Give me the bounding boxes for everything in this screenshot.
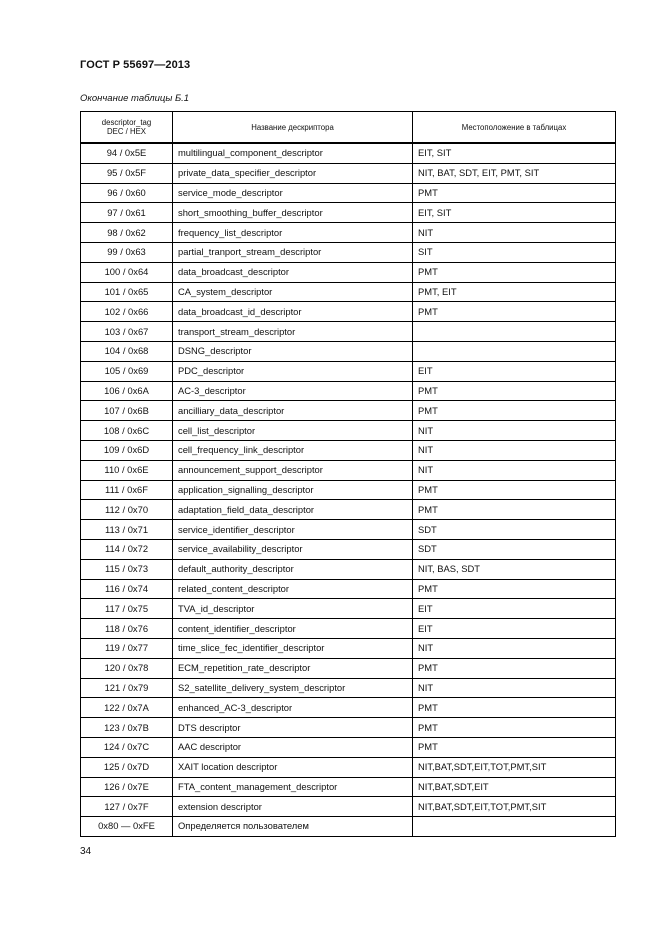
cell-location: PMT (413, 381, 616, 401)
cell-descriptor-name: AAC descriptor (173, 737, 413, 757)
table-row (81, 817, 616, 837)
document-header: ГОСТ Р 55697—2013 (80, 59, 191, 71)
table-row (81, 737, 616, 757)
cell-descriptor-name: content_identifier_descriptor (173, 619, 413, 639)
cell-descriptor-tag: 95 / 0x5F (81, 163, 173, 183)
table-header-row (81, 112, 616, 144)
table-row (81, 698, 616, 718)
cell-descriptor-tag: 94 / 0x5E (81, 143, 173, 163)
table-body (81, 143, 616, 836)
cell-location: PMT (413, 480, 616, 500)
cell-location (413, 817, 616, 837)
table-row (81, 341, 616, 361)
table-row (81, 599, 616, 619)
cell-descriptor-tag: 123 / 0x7B (81, 718, 173, 738)
cell-descriptor-name: time_slice_fec_identifier_descriptor (173, 638, 413, 658)
cell-descriptor-tag: 103 / 0x67 (81, 322, 173, 342)
cell-location: PMT (413, 737, 616, 757)
cell-location (413, 322, 616, 342)
table-row (81, 282, 616, 302)
table-row (81, 203, 616, 223)
cell-descriptor-tag: 110 / 0x6E (81, 460, 173, 480)
cell-location (413, 341, 616, 361)
cell-location: PMT, EIT (413, 282, 616, 302)
cell-location: NIT (413, 223, 616, 243)
cell-descriptor-tag: 115 / 0x73 (81, 559, 173, 579)
cell-descriptor-tag: 117 / 0x75 (81, 599, 173, 619)
cell-descriptor-name: cell_list_descriptor (173, 421, 413, 441)
cell-descriptor-name: data_broadcast_descriptor (173, 262, 413, 282)
cell-descriptor-tag: 116 / 0x74 (81, 579, 173, 599)
cell-descriptor-tag: 96 / 0x60 (81, 183, 173, 203)
cell-location: NIT (413, 440, 616, 460)
cell-descriptor-name: related_content_descriptor (173, 579, 413, 599)
cell-location: SIT (413, 242, 616, 262)
cell-descriptor-name: announcement_support_descriptor (173, 460, 413, 480)
cell-descriptor-tag: 114 / 0x72 (81, 539, 173, 559)
table-row (81, 242, 616, 262)
cell-descriptor-tag: 98 / 0x62 (81, 223, 173, 243)
table-row (81, 183, 616, 203)
cell-descriptor-tag: 99 / 0x63 (81, 242, 173, 262)
cell-descriptor-tag: 121 / 0x79 (81, 678, 173, 698)
table-row (81, 619, 616, 639)
cell-descriptor-tag: 107 / 0x6B (81, 401, 173, 421)
cell-location: EIT (413, 619, 616, 639)
table-row (81, 777, 616, 797)
cell-descriptor-tag: 120 / 0x78 (81, 658, 173, 678)
cell-descriptor-name: AC-3_descriptor (173, 381, 413, 401)
cell-descriptor-name: cell_frequency_link_descriptor (173, 440, 413, 460)
cell-descriptor-name: short_smoothing_buffer_descriptor (173, 203, 413, 223)
cell-descriptor-name: DSNG_descriptor (173, 341, 413, 361)
table-row (81, 361, 616, 381)
cell-descriptor-tag: 124 / 0x7C (81, 737, 173, 757)
cell-descriptor-name: service_mode_descriptor (173, 183, 413, 203)
cell-descriptor-tag: 119 / 0x77 (81, 638, 173, 658)
cell-descriptor-tag: 127 / 0x7F (81, 797, 173, 817)
cell-descriptor-name: default_authority_descriptor (173, 559, 413, 579)
cell-descriptor-tag: 97 / 0x61 (81, 203, 173, 223)
table-row (81, 559, 616, 579)
cell-location: EIT (413, 599, 616, 619)
page-number: 34 (80, 846, 92, 857)
cell-descriptor-tag: 108 / 0x6C (81, 421, 173, 441)
cell-descriptor-name: multilingual_component_descriptor (173, 143, 413, 163)
table-row (81, 638, 616, 658)
cell-descriptor-name: FTA_content_management_descriptor (173, 777, 413, 797)
cell-location: EIT, SIT (413, 203, 616, 223)
cell-descriptor-name: service_identifier_descriptor (173, 520, 413, 540)
cell-location: PMT (413, 698, 616, 718)
cell-descriptor-tag: 101 / 0x65 (81, 282, 173, 302)
table-row (81, 143, 616, 163)
cell-location: NIT, BAS, SDT (413, 559, 616, 579)
cell-descriptor-tag: 113 / 0x71 (81, 520, 173, 540)
cell-location: SDT (413, 520, 616, 540)
table-row (81, 757, 616, 777)
table-row (81, 322, 616, 342)
cell-location: NIT (413, 460, 616, 480)
cell-descriptor-tag: 102 / 0x66 (81, 302, 173, 322)
table-row (81, 302, 616, 322)
cell-location: PMT (413, 262, 616, 282)
cell-location: NIT (413, 678, 616, 698)
cell-descriptor-tag: 111 / 0x6F (81, 480, 173, 500)
cell-descriptor-name: extension descriptor (173, 797, 413, 817)
cell-descriptor-name: application_signalling_descriptor (173, 480, 413, 500)
cell-descriptor-name: S2_satellite_delivery_system_descriptor (173, 678, 413, 698)
table-row (81, 500, 616, 520)
column-header-descriptor-tag-line2: DEC / HEX (107, 127, 146, 136)
cell-descriptor-name: transport_stream_descriptor (173, 322, 413, 342)
cell-location: NIT (413, 638, 616, 658)
cell-location: NIT,BAT,SDT,EIT,TOT,PMT,SIT (413, 757, 616, 777)
cell-descriptor-name: data_broadcast_id_descriptor (173, 302, 413, 322)
table-row (81, 163, 616, 183)
table-row (81, 480, 616, 500)
table-row (81, 262, 616, 282)
table-row (81, 718, 616, 738)
cell-location: PMT (413, 401, 616, 421)
table-row (81, 797, 616, 817)
table-row (81, 520, 616, 540)
table-row (81, 539, 616, 559)
table-row (81, 678, 616, 698)
cell-location: PMT (413, 579, 616, 599)
descriptor-table (80, 111, 616, 837)
table-row (81, 421, 616, 441)
cell-descriptor-name: Определяется пользователем (173, 817, 413, 837)
cell-location: PMT (413, 183, 616, 203)
table-row (81, 381, 616, 401)
cell-descriptor-name: PDC_descriptor (173, 361, 413, 381)
cell-descriptor-name: CA_system_descriptor (173, 282, 413, 302)
cell-location: NIT (413, 421, 616, 441)
cell-location: PMT (413, 658, 616, 678)
cell-descriptor-name: service_availability_descriptor (173, 539, 413, 559)
cell-descriptor-name: ancilliary_data_descriptor (173, 401, 413, 421)
cell-descriptor-tag: 104 / 0x68 (81, 341, 173, 361)
cell-descriptor-name: XAIT location descriptor (173, 757, 413, 777)
cell-location: EIT, SIT (413, 143, 616, 163)
column-header-descriptor-name: Название дескриптора (173, 112, 413, 144)
cell-descriptor-name: DTS descriptor (173, 718, 413, 738)
cell-descriptor-tag: 105 / 0x69 (81, 361, 173, 381)
cell-location: NIT,BAT,SDT,EIT (413, 777, 616, 797)
table-row (81, 440, 616, 460)
cell-descriptor-tag: 126 / 0x7E (81, 777, 173, 797)
cell-descriptor-name: adaptation_field_data_descriptor (173, 500, 413, 520)
cell-location: PMT (413, 500, 616, 520)
cell-descriptor-tag: 109 / 0x6D (81, 440, 173, 460)
table-row (81, 579, 616, 599)
table-caption: Окончание таблицы Б.1 (80, 93, 190, 104)
column-header-location: Местоположение в таблицах (413, 112, 616, 144)
cell-descriptor-tag: 100 / 0x64 (81, 262, 173, 282)
table-row (81, 401, 616, 421)
cell-descriptor-tag: 106 / 0x6A (81, 381, 173, 401)
cell-location: PMT (413, 302, 616, 322)
cell-location: PMT (413, 718, 616, 738)
cell-location: NIT, BAT, SDT, EIT, PMT, SIT (413, 163, 616, 183)
cell-location: SDT (413, 539, 616, 559)
column-header-descriptor-tag (81, 112, 173, 144)
cell-location: EIT (413, 361, 616, 381)
cell-descriptor-tag: 112 / 0x70 (81, 500, 173, 520)
cell-descriptor-name: ECM_repetition_rate_descriptor (173, 658, 413, 678)
table-row (81, 658, 616, 678)
cell-descriptor-tag: 125 / 0x7D (81, 757, 173, 777)
cell-descriptor-name: partial_tranport_stream_descriptor (173, 242, 413, 262)
cell-descriptor-name: enhanced_AC-3_descriptor (173, 698, 413, 718)
cell-descriptor-tag: 122 / 0x7A (81, 698, 173, 718)
cell-descriptor-name: frequency_list_descriptor (173, 223, 413, 243)
cell-location: NIT,BAT,SDT,EIT,TOT,PMT,SIT (413, 797, 616, 817)
cell-descriptor-name: private_data_specifier_descriptor (173, 163, 413, 183)
cell-descriptor-tag: 118 / 0x76 (81, 619, 173, 639)
column-header-descriptor-tag-line1: descriptor_tag (101, 118, 152, 127)
cell-descriptor-tag: 0x80 — 0xFE (81, 817, 173, 837)
table-row (81, 460, 616, 480)
table-row (81, 223, 616, 243)
cell-descriptor-name: TVA_id_descriptor (173, 599, 413, 619)
